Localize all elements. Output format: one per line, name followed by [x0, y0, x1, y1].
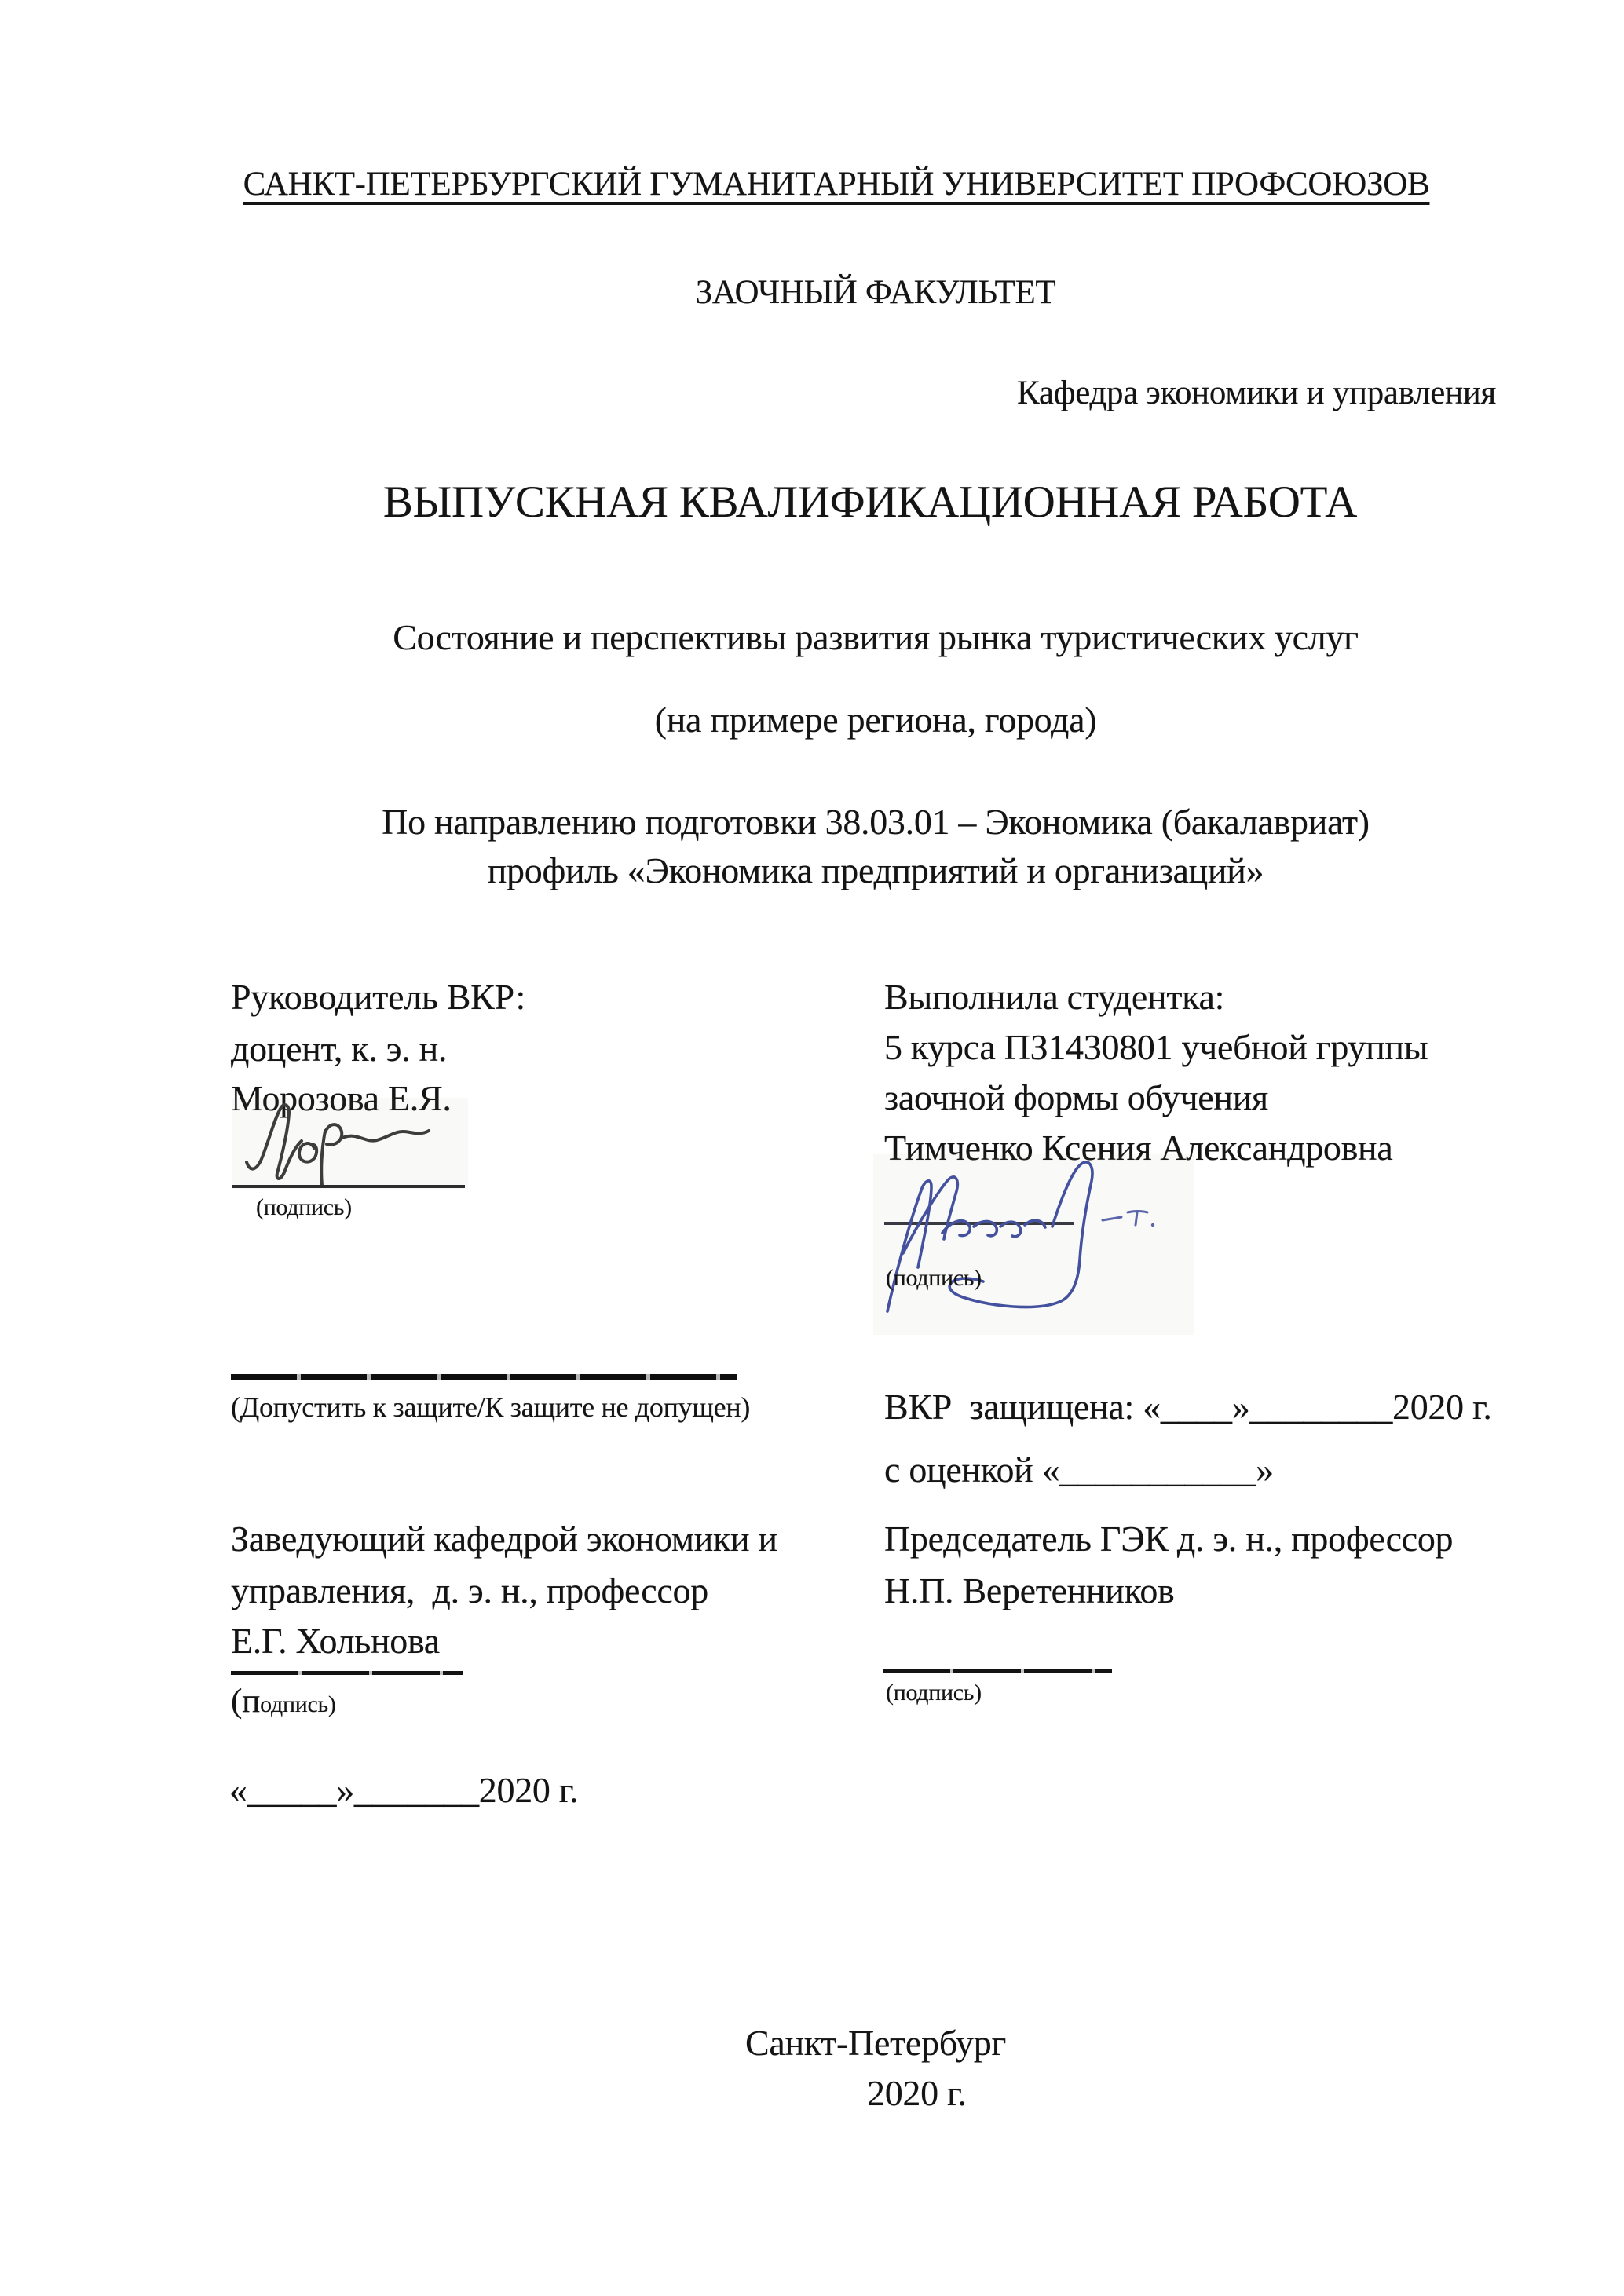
head-of-department-line-1: Заведующий кафедрой экономики и	[231, 1519, 777, 1559]
student-name: Тимченко Ксения Александровна	[884, 1128, 1393, 1168]
footer-city: Санкт-Петербург	[744, 2023, 1007, 2063]
supervisor-signature	[242, 1099, 434, 1190]
supervisor-name: Морозова Е.Я.	[231, 1078, 452, 1118]
supervisor-label: Руководитель ВКР:	[231, 977, 525, 1017]
gek-chair-name: Н.П. Веретенников	[884, 1570, 1175, 1610]
defense-line-1: ВКР защищена: «____»________2020 г.	[884, 1387, 1492, 1427]
head-of-department-signature-caption: (подпись)	[231, 1682, 336, 1720]
admission-caption: (Допустить к защите/К защите не допущен)	[231, 1391, 751, 1423]
supervisor-signature-caption: (подпись)	[256, 1194, 352, 1220]
department-name: Кафедра экономики и управления	[1017, 375, 1496, 411]
head-of-department-line-2: управления, д. э. н., профессор	[231, 1570, 708, 1610]
work-topic-note: (на примере региона, города)	[654, 700, 1097, 740]
university-name: САНКТ-ПЕТЕРБУРГСКИЙ ГУМАНИТАРНЫЙ УНИВЕРСИТЕТ ПРОФСОЮЗОВ	[243, 166, 1430, 203]
supervisor-degree: доцент, к. э. н.	[231, 1029, 448, 1069]
gek-chair-line-1: Председатель ГЭК д. э. н., профессор	[884, 1519, 1454, 1559]
student-signature	[873, 1156, 1187, 1333]
head-of-department-date-line: «_____»_______2020 г.	[229, 1770, 579, 1810]
faculty-name: ЗАОЧНЫЙ ФАКУЛЬТЕТ	[695, 274, 1056, 311]
work-type-title: ВЫПУСКНАЯ КВАЛИФИКАЦИОННАЯ РАБОТА	[382, 477, 1358, 527]
gek-chair-signature-caption: (подпись)	[886, 1680, 982, 1706]
program-line-1: По направлению подготовки 38.03.01 – Экономика (бакалавриат)	[382, 802, 1370, 842]
head-of-department-signature-line	[231, 1671, 463, 1675]
program-line-2: профиль «Экономика предприятий и организаций»	[487, 850, 1264, 890]
student-signature-caption: (подпись)	[886, 1265, 982, 1291]
student-label: Выполнила студентка:	[884, 977, 1225, 1017]
head-of-department-name: Е.Г. Хольнова	[231, 1621, 440, 1661]
work-topic: Состояние и перспективы развития рынка туристических услуг	[393, 617, 1359, 657]
student-study-form: заочной формы обучения	[884, 1077, 1268, 1117]
footer-year: 2020 г.	[867, 2073, 967, 2113]
student-group: 5 курса ПЗ1430801 учебной группы	[884, 1027, 1428, 1067]
gek-chair-signature-line	[883, 1669, 1112, 1673]
admission-blank-line	[231, 1374, 737, 1380]
supervisor-signature-line	[232, 1185, 465, 1188]
defense-line-2: с оценкой «___________»	[884, 1450, 1274, 1490]
